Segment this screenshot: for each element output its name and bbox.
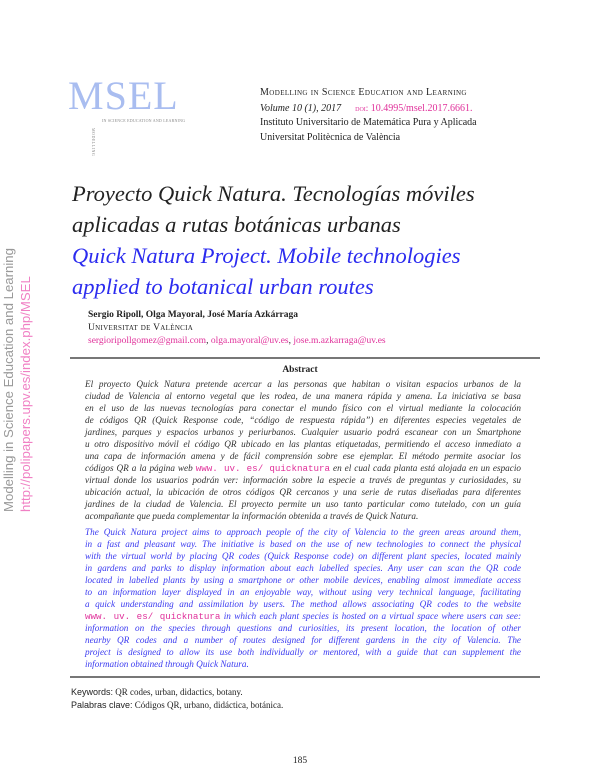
text: códigos QR a la página web <box>85 463 193 473</box>
title-en-line: applied to botanical urban routes <box>72 274 374 299</box>
title-es-line: aplicadas a rutas botánicas urbanas <box>72 212 401 237</box>
msel-logo: MSEL <box>68 73 179 118</box>
volume: Volume 10 (1), 2017 <box>260 102 342 114</box>
keywords-label: Keywords: <box>71 687 114 697</box>
text-line: acompañante que pueda complementar la información obtenida a través de Quick Natura. <box>85 511 419 521</box>
text-line: ciudad de Valencia al entorno vegetal que les rodea, de una manera rápida y amena. La iniciativa se basa <box>85 391 521 401</box>
email-link[interactable]: sergioripollgomez@gmail.com <box>88 336 207 346</box>
text-line: nearby QR codes and a number of routes designed for different gardens in the city of Valencia. The <box>85 635 521 645</box>
doi-link[interactable] <box>355 103 472 114</box>
text-line: with the virtual world by placing QR codes (Quick Response code) on different plant species, located mainly <box>85 551 521 561</box>
text-line: El proyecto Quick Natura pretende acercar a las personas que habitan o visitan espacios urbanos de la <box>85 379 521 389</box>
text-line <box>85 610 521 622</box>
email-link[interactable]: olga.mayoral@uv.es <box>210 336 289 346</box>
text-line: jardines de la ciudad de Valencia. El proyecto permite un uso tanto particular como tutelado, con un guía <box>85 499 521 509</box>
sidebar-journal-name: Modelling in Science Education and Learning <box>1 248 16 512</box>
text-line: una capa de información amena y de fácil comprensión sobre ese ejemplar. El método permite asociar los <box>85 451 521 461</box>
text-line: ubicación actual, la ubicación de otros códigos QR cercanos y una serie de rutas diseñadas para diferentes <box>85 487 521 497</box>
authors-block: Sergio Ripoll, Olga Mayoral, José María Azkárraga Universitat de València sergioripollgomez@gmail.com, olga.mayoral@uv.es, jose.m.azkarraga@uv.es <box>88 310 386 346</box>
affiliation: Universitat de València <box>88 323 194 333</box>
divider <box>70 676 540 678</box>
text-line: in a fast and pleasant way. The initiative is based on the use of new technologies to connect the physical <box>85 539 521 549</box>
text-line: virtual donde los usuarios podrán ver: información sobre la especie a través de preguntas y curiosidades, su <box>85 475 521 485</box>
logo-subtitle: IN SCIENCE EDUCATION AND LEARNING <box>102 118 186 123</box>
text-line: located in labelled plants by using a smartphone or other mobile devices, enabling almost immediate access <box>85 575 521 585</box>
text-line: a quick understanding and assimilation by users. The method allows associating QR codes to the website <box>85 599 521 609</box>
text-line: u otro dispositivo móvil el código QR ubicado en las plantas etiquetadas, permitiendo el acceso inmediato a <box>85 439 521 449</box>
abstract-heading: Abstract <box>282 365 318 375</box>
university: Universitat Politècnica de València <box>260 131 401 143</box>
text-line: project is designed to allow its use both individually or mentored, with a guide that can supplement the <box>85 647 521 657</box>
doi-label: doi: <box>355 102 369 113</box>
journal-name: Modelling in Science Education and Learning <box>260 87 467 98</box>
author-names: Sergio Ripoll, Olga Mayoral, José María Azkárraga <box>88 310 299 320</box>
text: en el cual cada planta está alojada en un espacio <box>333 463 521 473</box>
text-line: jardines, parques y espacios urbanos y periurbanos. Cualquier usuario podrá escanear con un Smartphone <box>85 427 521 437</box>
title-es-line: Proyecto Quick Natura. Tecnologías móviles <box>72 181 475 206</box>
email-link[interactable]: jose.m.azkarraga@uv.es <box>293 336 386 346</box>
text-line: de códigos QR (Quick Response code, “código de respuesta rápida”) en diferentes especies vegetales de <box>85 415 521 425</box>
text-line: to an information layer displayed in an enjoyable way, without using very technical language, facilitating <box>85 587 521 597</box>
text-line: information obtained through Quick Natura. <box>85 659 249 669</box>
keywords-es-value: Códigos QR, urbano, didáctica, botánica. <box>134 700 284 710</box>
sidebar-journal-link[interactable]: http://polipapers.upv.es/index.php/MSEL <box>18 276 33 512</box>
institute: Instituto Universitario de Matemática Pura y Aplicada <box>260 117 477 128</box>
page-number: 185 <box>292 756 308 766</box>
keywords-value: QR codes, urban, didactics, botany. <box>115 687 243 697</box>
title-en-line: Quick Natura Project. Mobile technologies <box>72 243 461 268</box>
paper-title <box>72 178 475 302</box>
doi-value: 10.4995/msel.2017.6661. <box>370 102 473 114</box>
text: in which each plant species is hosted on a virtual space where users can see: <box>223 611 521 621</box>
logo-vertical-text: MODELLING <box>91 128 96 157</box>
text-line: in gardens and parks to display information about each labelled species. Any user can scan the QR code <box>85 563 521 573</box>
quicknatura-link[interactable]: www. uv. es/ quicknatura <box>85 611 221 622</box>
text-line: en el uso de las nuevas tecnologías para conectar el mundo físico con el virtual mediante la colocación <box>85 403 521 413</box>
keywords-es-label: Palabras clave: <box>71 700 133 710</box>
abstract-es <box>85 378 521 522</box>
keywords-block <box>71 686 283 712</box>
divider <box>70 357 540 359</box>
text-line: information on the species through questions and curiosities, its present location, the location of other <box>85 623 521 633</box>
quicknatura-link[interactable]: www. uv. es/ quicknatura <box>195 463 331 474</box>
text-line <box>85 462 521 474</box>
text-line: The Quick Natura project aims to approach people of the city of Valencia to the green areas around them, <box>85 527 521 537</box>
abstract-en <box>85 526 521 670</box>
journal-header <box>260 86 477 145</box>
